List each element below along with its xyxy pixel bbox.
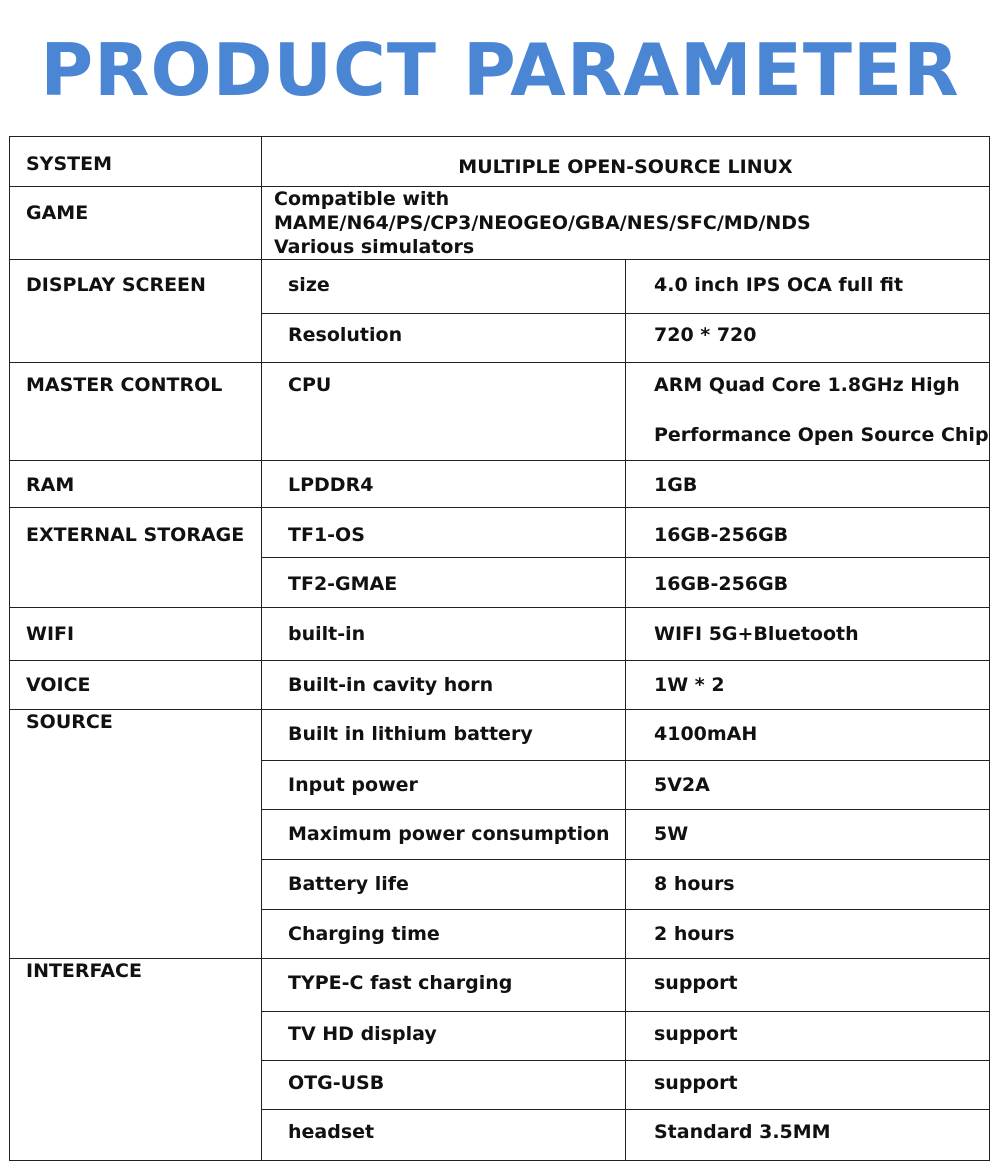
master-value-line2: Performance Open Source Chip bbox=[654, 424, 989, 446]
wifi-param: built-in bbox=[262, 608, 626, 661]
ram-param: LPDDR4 bbox=[262, 461, 626, 508]
parameter-table bbox=[9, 136, 990, 1161]
interface-value-headset: Standard 3.5MM bbox=[626, 1110, 990, 1161]
interface-value-tv: support bbox=[626, 1012, 990, 1061]
master-param: CPU bbox=[262, 363, 626, 461]
table-row-system bbox=[10, 137, 990, 187]
storage-value-tf2: 16GB-256GB bbox=[626, 558, 990, 608]
interface-label: INTERFACE bbox=[10, 959, 262, 1161]
source-label: SOURCE bbox=[10, 710, 262, 959]
table-row-ram bbox=[10, 461, 990, 508]
master-value bbox=[626, 363, 990, 461]
system-label: SYSTEM bbox=[10, 137, 262, 187]
master-label: MASTER CONTROL bbox=[10, 363, 262, 461]
ram-label: RAM bbox=[10, 461, 262, 508]
system-value: MULTIPLE OPEN-SOURCE LINUX bbox=[262, 137, 990, 187]
storage-param-tf2: TF2-GMAE bbox=[262, 558, 626, 608]
table-row-source-battery bbox=[10, 710, 990, 761]
game-value bbox=[262, 187, 990, 260]
game-label: GAME bbox=[10, 187, 262, 260]
source-param-charging: Charging time bbox=[262, 910, 626, 959]
display-value-resolution: 720 * 720 bbox=[626, 314, 990, 363]
source-param-input: Input power bbox=[262, 761, 626, 810]
voice-label: VOICE bbox=[10, 661, 262, 710]
voice-value: 1W * 2 bbox=[626, 661, 990, 710]
storage-param-tf1: TF1-OS bbox=[262, 508, 626, 558]
source-value-charging: 2 hours bbox=[626, 910, 990, 959]
table-row-voice bbox=[10, 661, 990, 710]
table-row-game bbox=[10, 187, 990, 260]
storage-value-tf1: 16GB-256GB bbox=[626, 508, 990, 558]
interface-param-typec: TYPE-C fast charging bbox=[262, 959, 626, 1012]
source-value-input: 5V2A bbox=[626, 761, 990, 810]
master-value-line1: ARM Quad Core 1.8GHz High bbox=[654, 374, 960, 396]
table-row-storage-tf1 bbox=[10, 508, 990, 558]
display-param-resolution: Resolution bbox=[262, 314, 626, 363]
display-param-size: size bbox=[262, 260, 626, 314]
ram-value: 1GB bbox=[626, 461, 990, 508]
game-value-line1: Compatible with MAME/N64/PS/CP3/NEOGEO/GBA/NES/SFC/MD/NDS bbox=[274, 188, 811, 234]
display-label: DISPLAY SCREEN bbox=[10, 260, 262, 363]
table-row-wifi bbox=[10, 608, 990, 661]
source-value-life: 8 hours bbox=[626, 860, 990, 910]
interface-value-typec: support bbox=[626, 959, 990, 1012]
wifi-value: WIFI 5G+Bluetooth bbox=[626, 608, 990, 661]
interface-param-headset: headset bbox=[262, 1110, 626, 1161]
source-param-battery: Built in lithium battery bbox=[262, 710, 626, 761]
interface-param-otg: OTG-USB bbox=[262, 1061, 626, 1110]
storage-label: EXTERNAL STORAGE bbox=[10, 508, 262, 608]
table-row-master-control bbox=[10, 363, 990, 461]
game-value-line2: Various simulators bbox=[274, 236, 475, 258]
display-value-size: 4.0 inch IPS OCA full fit bbox=[626, 260, 990, 314]
source-param-max: Maximum power consumption bbox=[262, 810, 626, 860]
source-value-battery: 4100mAH bbox=[626, 710, 990, 761]
source-param-life: Battery life bbox=[262, 860, 626, 910]
page-title: PRODUCT PARAMETER bbox=[40, 28, 960, 112]
interface-param-tv: TV HD display bbox=[262, 1012, 626, 1061]
source-value-max: 5W bbox=[626, 810, 990, 860]
wifi-label: WIFI bbox=[10, 608, 262, 661]
table-row-display-size bbox=[10, 260, 990, 314]
voice-param: Built-in cavity horn bbox=[262, 661, 626, 710]
interface-value-otg: support bbox=[626, 1061, 990, 1110]
table-row-interface-typec bbox=[10, 959, 990, 1012]
